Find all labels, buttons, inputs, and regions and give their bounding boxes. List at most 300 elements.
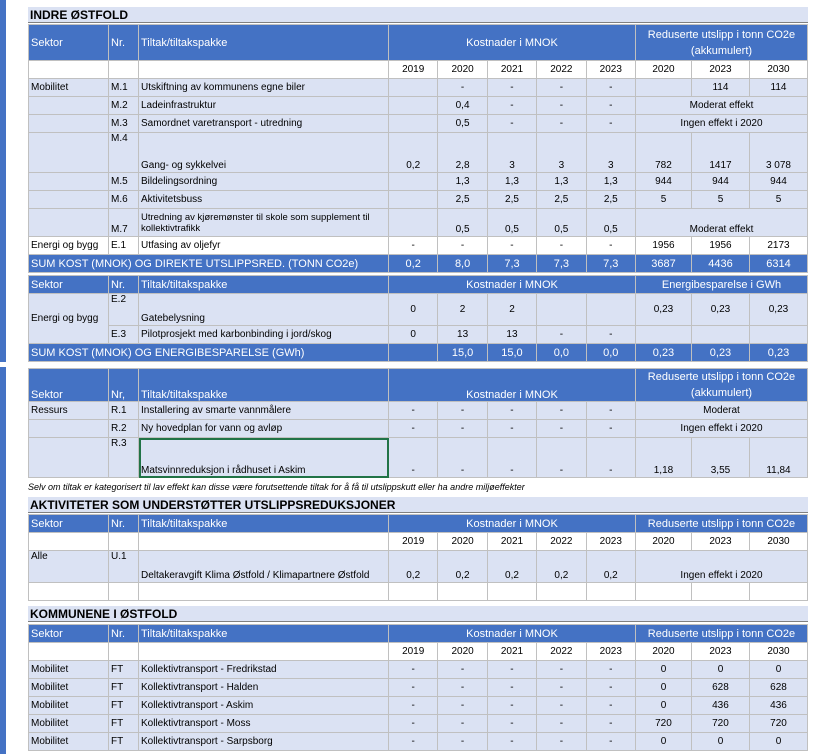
col-reduserte: Reduserte utslipp i tonn CO2e <box>635 515 807 533</box>
table-cell: 0,23 <box>691 344 749 362</box>
table-row <box>29 661 808 679</box>
col-nr: Nr. <box>109 25 139 61</box>
table-cell: 2019 <box>389 643 438 661</box>
table-cell: - <box>586 326 635 344</box>
year-cell: 2023 <box>691 61 749 79</box>
table-cell: - <box>537 733 586 751</box>
table-cell: Energi og bygg <box>29 294 109 344</box>
left-frame-bar <box>0 0 6 754</box>
col-kostnader: Kostnader i MNOK <box>389 515 636 533</box>
table-cell: 0,5 <box>537 209 586 237</box>
table-cell: 2,5 <box>487 191 536 209</box>
table-cell: Installering av smarte vannmålere <box>139 402 389 420</box>
table-cell <box>586 294 635 326</box>
table-cell: - <box>487 420 536 438</box>
table-cell: 7,3 <box>586 255 635 273</box>
table-cell: Mobilitet <box>29 679 109 697</box>
table-cell: 944 <box>635 173 691 191</box>
table-cell: 0,23 <box>635 344 691 362</box>
table-cell: 2020 <box>635 643 691 661</box>
col-sektor: Sektor <box>29 276 109 294</box>
table-cell: 13 <box>487 326 536 344</box>
table-cell: - <box>537 697 586 715</box>
table-cell: - <box>586 97 635 115</box>
table-cell: 2 <box>487 294 536 326</box>
selected-cell[interactable]: Matsvinnreduksjon i rådhuset i Askim <box>139 438 389 478</box>
table-cell: 628 <box>749 679 807 697</box>
table-cell: - <box>389 715 438 733</box>
table-cell <box>29 61 109 79</box>
table-row <box>29 294 808 326</box>
table-cell: Utskiftning av kommunens egne biler <box>139 79 389 97</box>
table-cell: Ingen effekt i 2020 <box>635 420 807 438</box>
table-cell: - <box>438 733 487 751</box>
table-cell: Ressurs <box>29 402 109 420</box>
table-cell: - <box>537 715 586 733</box>
table-cell: 15,0 <box>438 344 487 362</box>
table-cell: - <box>438 661 487 679</box>
col-tiltak: Tiltak/tiltakspakke <box>139 625 389 643</box>
sum-row <box>29 344 808 362</box>
table-row <box>29 79 808 97</box>
table-cell: 2023 <box>586 643 635 661</box>
table-row <box>29 191 808 209</box>
table-cell: Ladeinfrastruktur <box>139 97 389 115</box>
table-cell: - <box>438 237 487 255</box>
table-cell: - <box>487 715 536 733</box>
table-cell: 2020 <box>635 533 691 551</box>
table-cell <box>537 294 586 326</box>
table-cell <box>29 438 109 478</box>
table-cell: R.1 <box>109 402 139 420</box>
year-cell: 2019 <box>389 61 438 79</box>
section-gap <box>0 362 813 367</box>
table-cell: R.2 <box>109 420 139 438</box>
table-cell: Aktivitetsbuss <box>139 191 389 209</box>
table-cell: 1,18 <box>635 438 691 478</box>
table-cell: 3687 <box>635 255 691 273</box>
table-cell: Bildelingsordning <box>139 173 389 191</box>
table-row <box>29 438 808 478</box>
table-cell: 720 <box>635 715 691 733</box>
table-kommunene <box>28 624 808 751</box>
table-cell: 0 <box>691 733 749 751</box>
table-cell <box>139 583 389 601</box>
table-cell: 1417 <box>691 133 749 173</box>
table-cell: Kollektivtransport - Moss <box>139 715 389 733</box>
table-cell: 720 <box>691 715 749 733</box>
table-cell: FT <box>109 697 139 715</box>
table-cell <box>749 326 807 344</box>
table-cell: Mobilitet <box>29 661 109 679</box>
table-cell: 0 <box>389 294 438 326</box>
table-cell: 7,3 <box>537 255 586 273</box>
table-cell <box>29 420 109 438</box>
table-row <box>29 173 808 191</box>
table-cell: E.3 <box>109 326 139 344</box>
table-cell: - <box>438 402 487 420</box>
table-cell: 2023 <box>586 533 635 551</box>
table-cell: FT <box>109 679 139 697</box>
table-cell: Mobilitet <box>29 715 109 733</box>
table-cell: 2019 <box>389 533 438 551</box>
year-cell: 2023 <box>586 61 635 79</box>
table-cell <box>29 209 109 237</box>
table-cell: 6314 <box>749 255 807 273</box>
table-cell: 720 <box>749 715 807 733</box>
table-cell: 0,5 <box>487 209 536 237</box>
table-cell: 0,23 <box>749 344 807 362</box>
table-cell <box>29 115 109 133</box>
table-cell: Moderat effekt <box>635 97 807 115</box>
table-cell: - <box>389 438 438 478</box>
table-cell <box>389 344 438 362</box>
table-cell: 1,3 <box>586 173 635 191</box>
col-tiltak: Tiltak/tiltakspakke <box>139 369 389 402</box>
table-cell: 3,55 <box>691 438 749 478</box>
table-cell: Alle <box>29 551 109 583</box>
table-cell: - <box>537 79 586 97</box>
table-cell: - <box>537 420 586 438</box>
table-cell: 2020 <box>438 643 487 661</box>
table-cell <box>586 583 635 601</box>
table-cell: - <box>487 733 536 751</box>
table-cell: Kollektivtransport - Fredrikstad <box>139 661 389 679</box>
table-cell: - <box>537 97 586 115</box>
table-cell <box>29 133 109 173</box>
table-cell: 0,4 <box>438 97 487 115</box>
col-nr: Nr. <box>109 515 139 533</box>
table-cell: 0,2 <box>586 551 635 583</box>
col-reduserte: Reduserte utslipp i tonn CO2e <box>635 625 807 643</box>
table-cell: Pilotprosjekt med karbonbinding i jord/skog <box>139 326 389 344</box>
table-cell: 436 <box>749 697 807 715</box>
table-cell: M.4 <box>109 133 139 173</box>
col-kostnader: Kostnader i MNOK <box>389 276 636 294</box>
table-cell: - <box>586 715 635 733</box>
table-cell: - <box>487 402 536 420</box>
table-cell: - <box>438 438 487 478</box>
table-cell: 114 <box>691 79 749 97</box>
table-cell <box>389 97 438 115</box>
section-title-indre-ostfold: INDRE ØSTFOLD <box>28 7 808 23</box>
table-cell: - <box>438 697 487 715</box>
table-row <box>29 326 808 344</box>
table-cell: 2,5 <box>438 191 487 209</box>
table-cell: 2030 <box>749 643 807 661</box>
col-tiltak: Tiltak/tiltakspakke <box>139 276 389 294</box>
table-cell <box>29 191 109 209</box>
table-cell: - <box>487 79 536 97</box>
table-row <box>29 115 808 133</box>
table-cell: FT <box>109 661 139 679</box>
year-cell: 2021 <box>487 61 536 79</box>
table-cell: Energi og bygg <box>29 237 109 255</box>
table-cell <box>389 173 438 191</box>
table-cell: 0 <box>691 661 749 679</box>
table-cell: 2022 <box>537 533 586 551</box>
table-cell: 0,2 <box>389 133 438 173</box>
col-nr: Nr, <box>109 369 139 402</box>
table-cell: - <box>586 661 635 679</box>
table-cell: 436 <box>691 697 749 715</box>
table-cell: - <box>389 733 438 751</box>
table-cell: 2,8 <box>438 133 487 173</box>
table-cell <box>109 533 139 551</box>
table-cell: 2030 <box>749 533 807 551</box>
table-cell <box>537 583 586 601</box>
table-cell: 0,23 <box>749 294 807 326</box>
table-cell: 15,0 <box>487 344 536 362</box>
table-cell: - <box>389 679 438 697</box>
table-cell: 944 <box>749 173 807 191</box>
year-cell: 2022 <box>537 61 586 79</box>
table-cell: 1,3 <box>438 173 487 191</box>
table-cell: M.3 <box>109 115 139 133</box>
table-cell: 0 <box>389 326 438 344</box>
table-cell: 3 078 <box>749 133 807 173</box>
table-cell: - <box>389 402 438 420</box>
table-row <box>29 679 808 697</box>
table-cell <box>139 533 389 551</box>
table-cell: 3 <box>537 133 586 173</box>
table-cell: 5 <box>691 191 749 209</box>
table-cell <box>109 61 139 79</box>
table-cell: 2,5 <box>586 191 635 209</box>
table-cell: - <box>586 237 635 255</box>
table-cell: - <box>537 326 586 344</box>
table-cell <box>487 583 536 601</box>
table-cell: 5 <box>635 191 691 209</box>
table-cell: 2023 <box>691 533 749 551</box>
table-cell: 0 <box>635 697 691 715</box>
footnote: Selv om tiltak er kategorisert til lav effekt kan disse være forutsettende tiltak for å få til utslippskutt eller ha andre miljøeffekter <box>28 481 808 494</box>
table-cell: 1956 <box>635 237 691 255</box>
table-cell: Mobilitet <box>29 79 109 97</box>
table-cell: - <box>438 79 487 97</box>
table-cell: - <box>586 115 635 133</box>
table-cell: 0 <box>635 679 691 697</box>
table-cell: Deltakeravgift Klima Østfold / Klimapartnere Østfold <box>139 551 389 583</box>
table-cell <box>389 583 438 601</box>
table-cell: - <box>537 661 586 679</box>
table-cell: - <box>537 237 586 255</box>
table-cell <box>29 173 109 191</box>
table-cell: - <box>487 115 536 133</box>
table-cell: Kollektivtransport - Halden <box>139 679 389 697</box>
table-cell: 2173 <box>749 237 807 255</box>
table-cell: - <box>586 679 635 697</box>
table-cell: 13 <box>438 326 487 344</box>
table-cell: 0,23 <box>635 294 691 326</box>
col-sektor: Sektor <box>29 25 109 61</box>
table-cell: 5 <box>749 191 807 209</box>
col-kostnader: Kostnader i MNOK <box>389 25 636 61</box>
table-cell: - <box>586 420 635 438</box>
table-cell: 628 <box>691 679 749 697</box>
table-cell: - <box>537 115 586 133</box>
table-row <box>29 715 808 733</box>
table-cell <box>389 79 438 97</box>
table-cell: 0,2 <box>389 551 438 583</box>
table-cell <box>635 326 691 344</box>
table-cell: 0,5 <box>438 209 487 237</box>
table-cell: E.2 <box>109 294 139 326</box>
table-row <box>29 697 808 715</box>
table-cell: 0,2 <box>487 551 536 583</box>
table-cell: SUM KOST (MNOK) OG ENERGIBESPARELSE (GWh) <box>29 344 389 362</box>
table-cell: Ingen effekt i 2020 <box>635 551 807 583</box>
table-cell: - <box>586 438 635 478</box>
table-cell <box>139 61 389 79</box>
table-cell: 1,3 <box>537 173 586 191</box>
col-nr: Nr. <box>109 276 139 294</box>
table-cell: Utfasing av oljefyr <box>139 237 389 255</box>
col-sektor: Sektor <box>29 369 109 402</box>
table-cell: R.3 <box>109 438 139 478</box>
sum-row <box>29 255 808 273</box>
table-cell: - <box>389 237 438 255</box>
table-cell <box>389 209 438 237</box>
table-cell: - <box>537 679 586 697</box>
table-cell <box>749 583 807 601</box>
table-cell: M.5 <box>109 173 139 191</box>
table-indre-ostfold <box>28 24 808 273</box>
table-cell: - <box>586 79 635 97</box>
table-cell: 0,0 <box>586 344 635 362</box>
table-cell: 0,5 <box>438 115 487 133</box>
table-cell: 7,3 <box>487 255 536 273</box>
table-cell: 0,2 <box>438 551 487 583</box>
table-cell: - <box>389 420 438 438</box>
col-reduserte: Reduserte utslipp i tonn CO2e (akkumulert) <box>635 25 807 61</box>
table-cell <box>29 643 109 661</box>
table-cell: 2023 <box>691 643 749 661</box>
table-cell <box>438 583 487 601</box>
table-cell: 0,2 <box>389 255 438 273</box>
table-cell: - <box>487 661 536 679</box>
table-cell: 11,84 <box>749 438 807 478</box>
table-row <box>29 133 808 173</box>
col-reduserte: Reduserte utslipp i tonn CO2e (akkumulert) <box>635 369 807 402</box>
table-cell: FT <box>109 733 139 751</box>
table-cell: 2022 <box>537 643 586 661</box>
table-row <box>29 420 808 438</box>
table-cell <box>389 115 438 133</box>
table-row <box>29 402 808 420</box>
table-row <box>29 209 808 237</box>
col-tiltak: Tiltak/tiltakspakke <box>139 515 389 533</box>
table-cell: - <box>389 661 438 679</box>
table-cell: 2 <box>438 294 487 326</box>
table-cell <box>691 583 749 601</box>
table-cell: U.1 <box>109 551 139 583</box>
table-cell: - <box>487 679 536 697</box>
table-cell <box>29 583 109 601</box>
table-cell: Mobilitet <box>29 697 109 715</box>
table-row <box>29 733 808 751</box>
table-cell: 0 <box>635 733 691 751</box>
table-row <box>29 97 808 115</box>
table-cell: - <box>487 97 536 115</box>
table-cell: 2021 <box>487 533 536 551</box>
table-cell: Ny hovedplan for vann og avløp <box>139 420 389 438</box>
col-energibesparelse: Energibesparelse i GWh <box>635 276 807 294</box>
table-cell: - <box>487 438 536 478</box>
table-row <box>29 237 808 255</box>
table-cell: Ingen effekt i 2020 <box>635 115 807 133</box>
table-cell: M.6 <box>109 191 139 209</box>
table-cell: - <box>586 733 635 751</box>
table-cell: Gatebelysning <box>139 294 389 326</box>
table-cell <box>635 79 691 97</box>
table-cell: Samordnet varetransport - utredning <box>139 115 389 133</box>
table-aktiviteter <box>28 514 808 601</box>
table-cell: 114 <box>749 79 807 97</box>
table-cell: 0,23 <box>691 294 749 326</box>
table-cell <box>139 643 389 661</box>
table-cell: - <box>487 697 536 715</box>
col-kostnader: Kostnader i MNOK <box>389 625 636 643</box>
table-cell: 0,5 <box>586 209 635 237</box>
table-cell: - <box>438 715 487 733</box>
year-cell: 2020 <box>635 61 691 79</box>
table-cell: 4436 <box>691 255 749 273</box>
table-cell: E.1 <box>109 237 139 255</box>
table-cell: M.7 <box>109 209 139 237</box>
table-cell: 8,0 <box>438 255 487 273</box>
table-cell: - <box>438 420 487 438</box>
section-title-aktiviteter: AKTIVITETER SOM UNDERSTØTTER UTSLIPPSREDUKSJONER <box>28 497 808 513</box>
table-row <box>29 551 808 583</box>
table-cell: 0 <box>749 661 807 679</box>
table-cell: SUM KOST (MNOK) OG DIREKTE UTSLIPPSRED. (TONN CO2e) <box>29 255 389 273</box>
table-cell: - <box>586 697 635 715</box>
col-tiltak: Tiltak/tiltakspakke <box>139 25 389 61</box>
table-cell: 1956 <box>691 237 749 255</box>
table-cell <box>389 191 438 209</box>
table-cell <box>691 326 749 344</box>
year-cell: 2020 <box>438 61 487 79</box>
table-cell: 2021 <box>487 643 536 661</box>
table-cell: FT <box>109 715 139 733</box>
table-cell: - <box>438 679 487 697</box>
table-cell <box>635 583 691 601</box>
table-cell: 0 <box>635 661 691 679</box>
table-cell <box>109 583 139 601</box>
table-cell: - <box>389 697 438 715</box>
table-ressurs <box>28 368 808 478</box>
table-cell <box>109 643 139 661</box>
col-sektor: Sektor <box>29 625 109 643</box>
table-cell: 782 <box>635 133 691 173</box>
table-cell: Moderat <box>635 402 807 420</box>
table-cell: M.1 <box>109 79 139 97</box>
table-cell: Kollektivtransport - Sarpsborg <box>139 733 389 751</box>
col-nr: Nr. <box>109 625 139 643</box>
table-cell: 3 <box>487 133 536 173</box>
table-cell: M.2 <box>109 97 139 115</box>
table-cell: - <box>537 438 586 478</box>
year-cell: 2030 <box>749 61 807 79</box>
col-kostnader: Kostnader i MNOK <box>389 369 636 402</box>
table-energi <box>28 275 808 362</box>
table-cell <box>29 97 109 115</box>
table-cell: Utredning av kjøremønster til skole som supplement til kollektivtrafikk <box>139 209 389 237</box>
table-cell: Mobilitet <box>29 733 109 751</box>
table-cell: 0,2 <box>537 551 586 583</box>
section-title-kommunene: KOMMUNENE I ØSTFOLD <box>28 606 808 622</box>
